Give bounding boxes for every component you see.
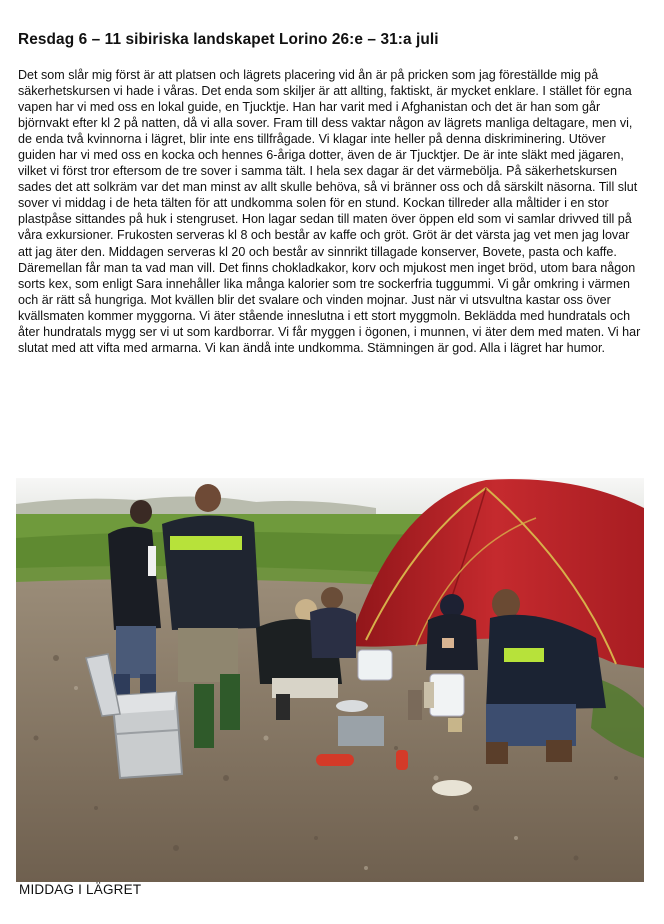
article-body: Det som slår mig först är att platsen och lägrets placering vid ån är på pricken som jag föreställde mig på säkerhetskursen vi hade i våras. Det enda som skiljer är att allting, faktiskt, är mycket enklare. I stället för egna vapen har vi med oss en lokal guide, en Tjucktje. Han har varit med i Afghanistan och det är han som går björnvakt efter kl 2 på natten, då vi alla sover. Fram till dess vaktar någon av lägrets manliga deltagare, men vi, de enda två kvinnorna i lägret, blir inte ens tillfrågade. Vi klagar inte heller på denna diskriminering. Utöver guiden har vi med oss en kocka och hennes 6-åriga dotter, även de är Tjucktjer. De är inte släkt med jägaren, vilket vi först tror eftersom de tre sover i samma tält. I hela sex dagar är det värmebölja. På säkerhetskursen sades det att solkräm var det man minst av allt skulle behöva, så vi bränner oss och då särskilt näsorna. Till slut sover vi middag i de heta tälten för att undkomma solen för en stund. Kockan tillreder alla måltider i en stor plastpåse sittandes på huk i stengruset. Hon lagar sedan till maten över öppen eld som vi samlar drivved till på våra exkursioner. Frukosten serveras kl 8 och består av kaffe och gröt. Gröt är det värsta jag vet men jag lovar att jag äter den. Middagen serveras kl 20 och består av sinnrikt tillagade konserver, Bovete, pasta och kaffe. Däremellan får man ta vad man vill. Det finns chokladkakor, korv och mjukost men inget bröd, utom bara någon sorts kex, som enligt Sara innehåller lika många kalorier som tre sockerfria tuggummi. Vi går omkring i värmen och är rätt så hungriga. Mot kvällen blir det svalare och vinden mojnar. Just när vi utsvultna kastar oss över kvällsmaten kommer myggorna. Vi äter stående inneslutna i ett stort myggmoln. Beklädda med hundratals och åter hundratals mygg ser vi ut som kardborrar. Vi får myggen i ögonen, i munnen, vi äter dem med maten. Vi har slutat med att vifta med armarna. Vi kan ändå inte undkomma. Stämningen är god. Alla i lägret har humor. [18, 68, 641, 355]
page-title: Resdag 6 – 11 sibiriska landskapet Lorino 26:e – 31:a juli [18, 31, 439, 48]
photo-caption: MIDDAG I LÄGRET [19, 882, 142, 897]
camp-photo [16, 478, 644, 882]
